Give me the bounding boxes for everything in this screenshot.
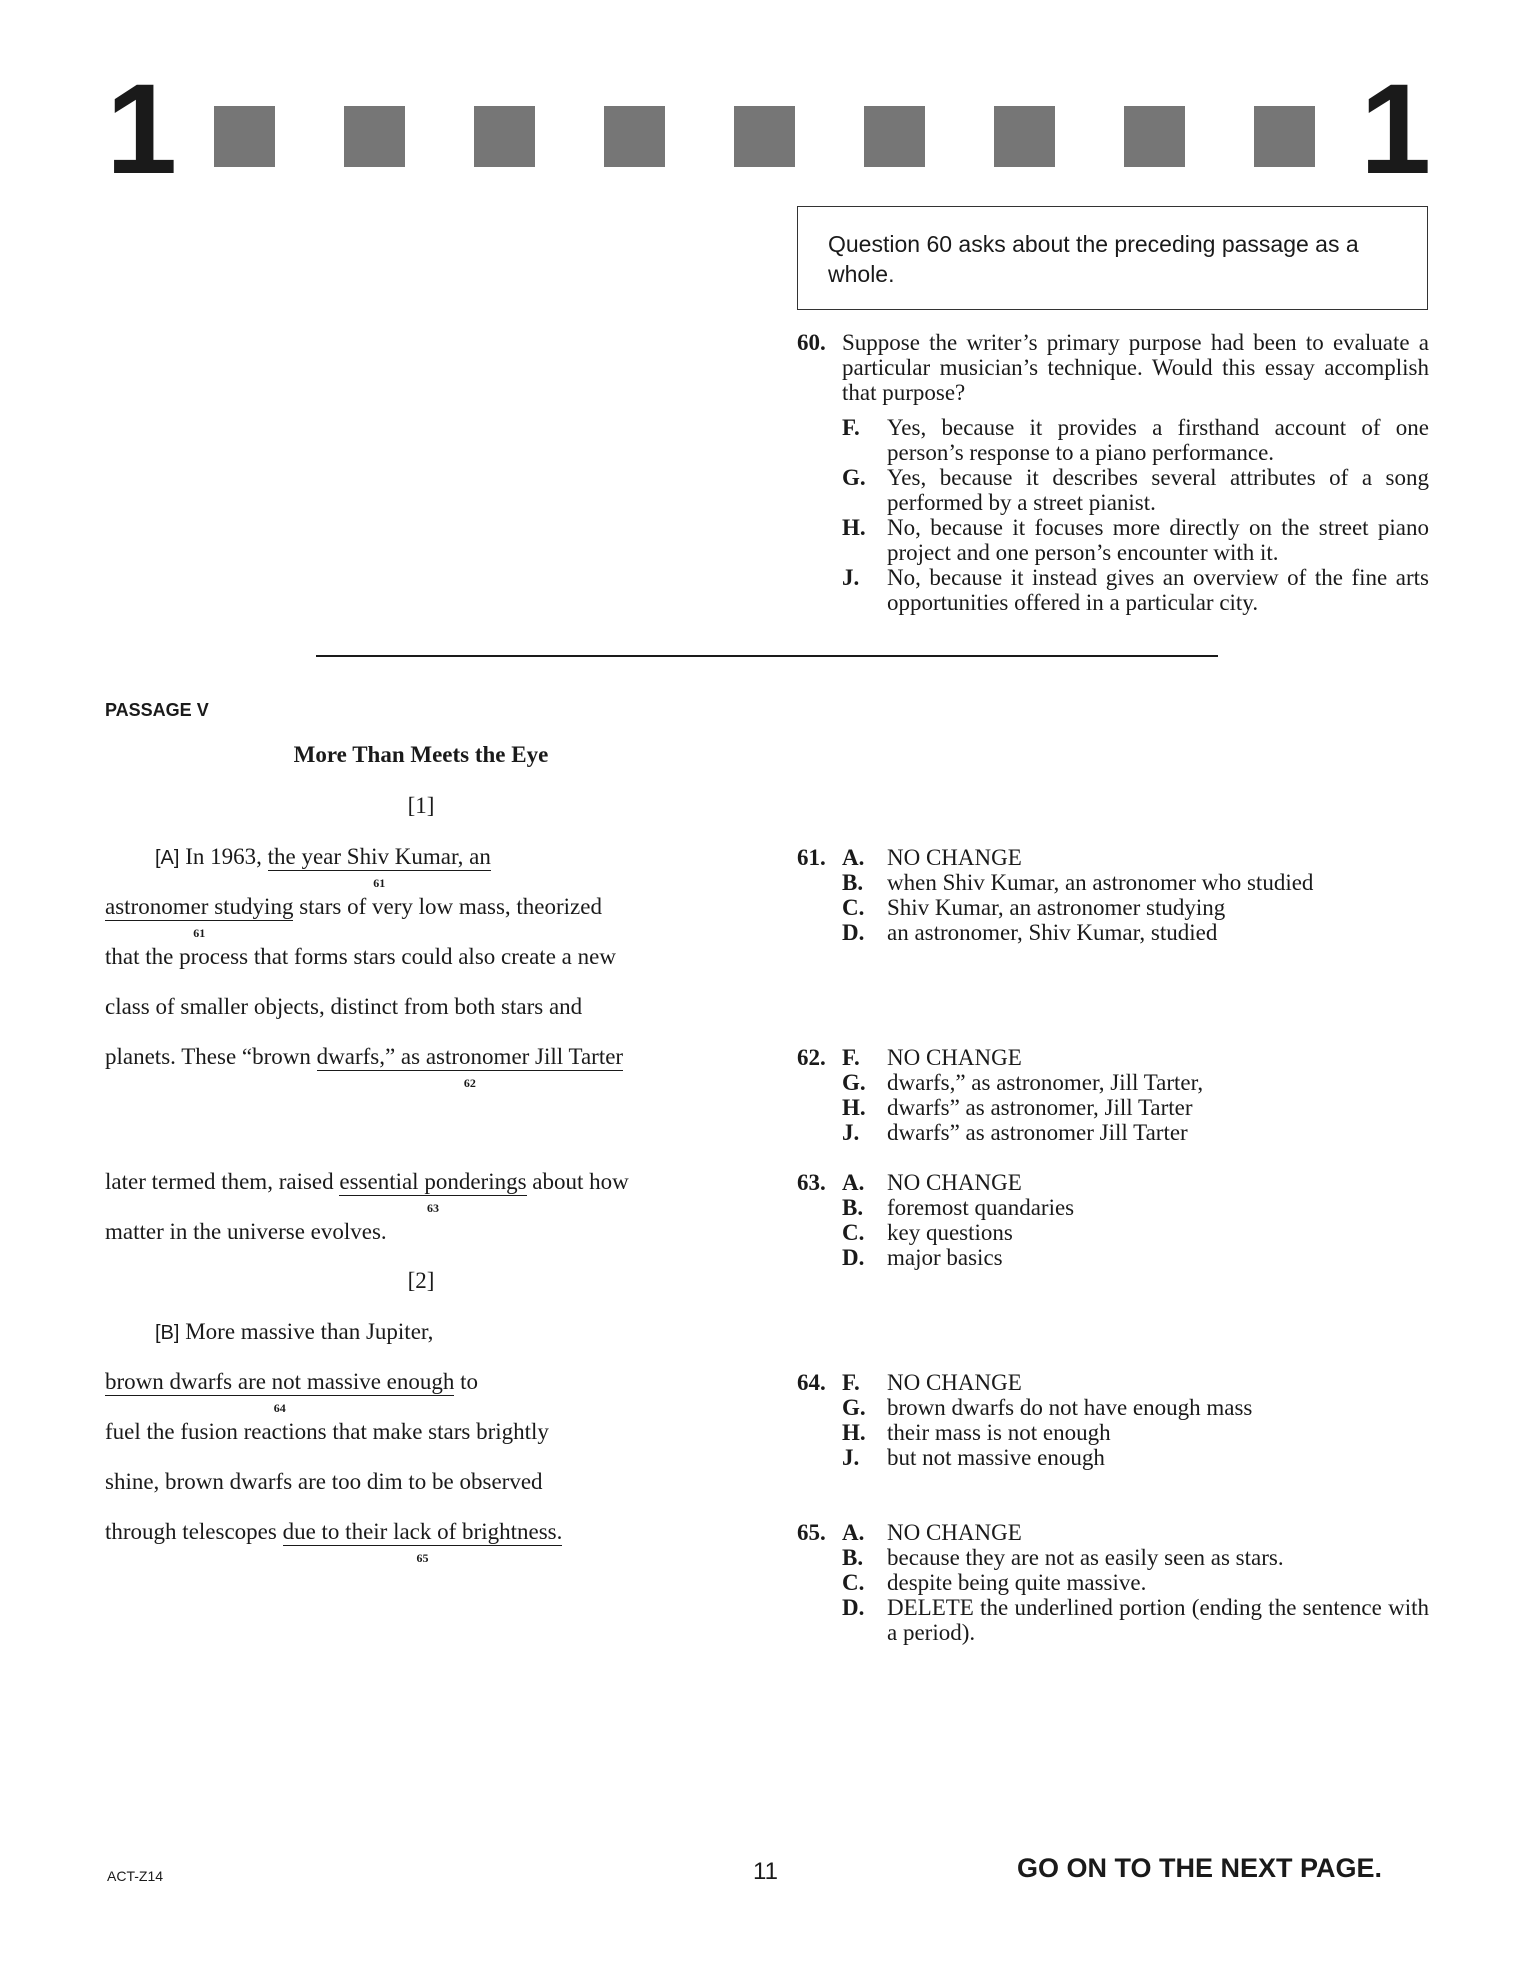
passage-line: [A] In 1963, the year Shiv Kumar, an 61 xyxy=(155,844,491,890)
passage-line: that the process that forms stars could also create a new xyxy=(105,944,616,969)
underlined-63[interactable]: essential ponderings 63 xyxy=(339,1169,527,1215)
question-number: 64. xyxy=(797,1370,826,1395)
header-square xyxy=(474,106,535,167)
passage-line: fuel the fusion reactions that make stars brightly xyxy=(105,1419,549,1444)
header-square xyxy=(734,106,795,167)
question-marker: 62 xyxy=(463,1076,476,1090)
question-marker: 61 xyxy=(193,926,206,940)
passage-line: through telescopes due to their lack of brightness. 65 xyxy=(105,1519,563,1565)
passage-line: shine, brown dwarfs are too dim to be observed xyxy=(105,1469,543,1494)
option-text: Yes, because it describes several attributes of a song performed by a street pianist. xyxy=(887,465,1429,515)
section-number-right: 1 xyxy=(1360,58,1432,201)
question-number: 63. xyxy=(797,1170,826,1195)
sentence-letter: [B] xyxy=(155,1322,180,1344)
question-number: 60. xyxy=(797,330,826,355)
option-letter: G. xyxy=(842,465,866,490)
question-64: 64. F. NO CHANGE G. brown dwarfs do not have enough mass H. their mass is not enough J. but not massive enough xyxy=(797,1370,1253,1470)
header-square xyxy=(864,106,925,167)
paragraph-number: [2] xyxy=(407,1268,435,1293)
option-text: Yes, because it provides a firsthand account of one person’s response to a piano performance. xyxy=(887,415,1429,465)
underlined-62[interactable]: dwarfs,” as astronomer Jill Tarter 62 xyxy=(316,1044,624,1090)
option-text: No, because it focuses more directly on the street piano project and one person’s encounter with it. xyxy=(887,515,1429,565)
passage-line: planets. These “brown dwarfs,” as astronomer Jill Tarter 62 xyxy=(105,1044,624,1090)
question-marker: 64 xyxy=(273,1401,286,1415)
passage-line: later termed them, raised essential ponderings 63 about how xyxy=(105,1169,629,1215)
question-65: 65. A. NO CHANGE B. because they are not as easily seen as stars. C. despite being quite massive. D. DELETE the underlined portion (ending the sentence with a period). xyxy=(797,1520,1429,1645)
passage-line: brown dwarfs are not massive enough 64 to xyxy=(105,1369,479,1415)
paragraph-number: [1] xyxy=(407,793,435,818)
directions-box xyxy=(797,206,1428,310)
question-62: 62. F. NO CHANGE G. dwarfs,” as astronomer, Jill Tarter, H. dwarfs” as astronomer, Jill Tarter J. dwarfs” as astronomer Jill Tarter xyxy=(797,1045,1204,1145)
option-text: No, because it instead gives an overview of the fine arts opportunities offered in a particular city. xyxy=(887,565,1429,615)
question-marker: 61 xyxy=(373,876,386,890)
header-square xyxy=(1254,106,1315,167)
question-number: 61. xyxy=(797,845,826,870)
question-number: 62. xyxy=(797,1045,826,1070)
header-square xyxy=(604,106,665,167)
question-stem: Suppose the writer’s primary purpose had been to evaluate a particular musician’s technique. Would this essay accomplish that purpose? xyxy=(842,330,1429,405)
passage-label: PASSAGE V xyxy=(105,700,209,720)
header-square xyxy=(994,106,1055,167)
passage-line: [B] More massive than Jupiter, xyxy=(155,1319,434,1344)
directions-text: Question 60 asks about the preceding passage as a whole. xyxy=(828,231,1359,287)
question-marker: 63 xyxy=(426,1201,439,1215)
page-number: 11 xyxy=(753,1858,778,1885)
underlined-61[interactable]: astronomer studying 61 xyxy=(105,894,294,940)
question-number: 65. xyxy=(797,1520,826,1545)
option-letter: J. xyxy=(842,565,860,590)
form-code: ACT-Z14 xyxy=(107,1868,164,1884)
header-square xyxy=(344,106,405,167)
underlined-64[interactable]: brown dwarfs are not massive enough 64 xyxy=(105,1369,455,1415)
passage-line: astronomer studying 61 stars of very low mass, theorized xyxy=(105,894,602,940)
header-square xyxy=(1124,106,1185,167)
section-number-left: 1 xyxy=(106,58,178,201)
underlined-65[interactable]: due to their lack of brightness. 65 xyxy=(282,1519,563,1565)
underlined-61[interactable]: the year Shiv Kumar, an 61 xyxy=(267,844,491,890)
next-page-notice: GO ON TO THE NEXT PAGE. xyxy=(1017,1853,1383,1883)
question-61: 61. A. NO CHANGE B. when Shiv Kumar, an astronomer who studied C. Shiv Kumar, an astronomer studying D. an astronomer, Shiv Kumar, studied xyxy=(797,845,1314,945)
passage-line: class of smaller objects, distinct from both stars and xyxy=(105,994,583,1019)
question-60 xyxy=(797,330,1429,620)
sentence-letter: [A] xyxy=(155,847,180,869)
passage-line: matter in the universe evolves. xyxy=(105,1219,387,1244)
option-letter: F. xyxy=(842,415,860,440)
option-letter: H. xyxy=(842,515,866,540)
header-square xyxy=(214,106,275,167)
passage-title: More Than Meets the Eye xyxy=(293,742,549,767)
divider-rule xyxy=(316,655,1218,657)
question-63: 63. A. NO CHANGE B. foremost quandaries C. key questions D. major basics xyxy=(797,1170,1075,1270)
question-marker: 65 xyxy=(416,1551,429,1565)
